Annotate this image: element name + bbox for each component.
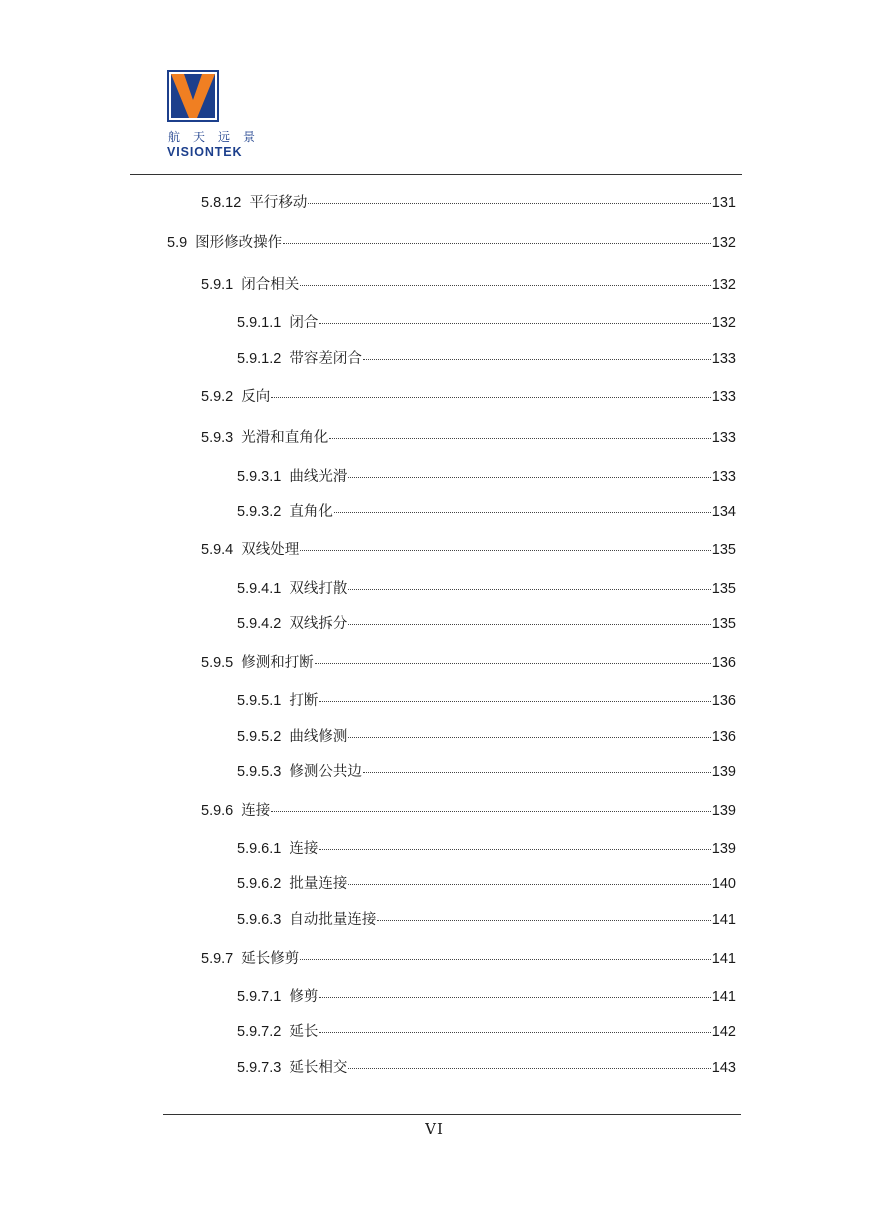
toc-entry-title: 闭合相关 [241, 277, 300, 293]
toc-entry[interactable] [237, 987, 736, 1007]
toc-entry-number: 5.9.6.1 [237, 841, 282, 857]
toc-entry[interactable] [237, 910, 736, 930]
toc-dot-leader [308, 203, 710, 204]
toc-entry[interactable] [201, 387, 736, 407]
toc-entry-page: 135 [711, 616, 736, 632]
toc-entry[interactable] [201, 275, 736, 295]
toc-entry-page: 132 [711, 277, 736, 293]
toc-entry-page: 142 [711, 1024, 736, 1040]
toc-entry-title: 自动批量连接 [289, 912, 377, 928]
toc-entry-page: 140 [711, 876, 736, 892]
toc-entry[interactable] [201, 428, 736, 448]
toc-entry-page: 135 [711, 581, 736, 597]
toc-entry-number: 5.9.7.1 [237, 989, 282, 1005]
header-divider [130, 174, 742, 175]
toc-dot-leader [334, 512, 711, 513]
toc-dot-leader [319, 997, 710, 998]
toc-entry[interactable] [237, 502, 736, 522]
toc-entry-number: 5.9.1.2 [237, 351, 282, 367]
toc-dot-leader [363, 772, 711, 773]
toc-entry-page: 133 [711, 389, 736, 405]
toc-entry-number: 5.9.5.2 [237, 729, 282, 745]
toc-dot-leader [348, 589, 710, 590]
toc-entry[interactable] [237, 839, 736, 859]
toc-entry-number: 5.9.5 [201, 655, 234, 671]
toc-entry-number: 5.9.3.2 [237, 504, 282, 520]
toc-entry-title: 连接 [289, 841, 319, 857]
toc-dot-leader [315, 663, 711, 664]
toc-entry-number: 5.9.1.1 [237, 315, 282, 331]
toc-entry-title: 闭合 [289, 315, 319, 331]
toc-entry-title: 延长修剪 [241, 951, 300, 967]
toc-entry-page: 136 [711, 729, 736, 745]
toc-dot-leader [271, 811, 711, 812]
toc-dot-leader [377, 920, 710, 921]
toc-dot-leader [319, 849, 710, 850]
toc-entry-page: 141 [711, 989, 736, 1005]
toc-entry-title: 曲线修测 [289, 729, 348, 745]
toc-entry-title: 打断 [289, 693, 319, 709]
toc-entry-page: 132 [711, 235, 736, 251]
page-number: VI [425, 1120, 444, 1138]
toc-entry-title: 双线处理 [241, 542, 300, 558]
toc-entry-number: 5.8.12 [201, 195, 242, 211]
toc-entry-number: 5.9.7 [201, 951, 234, 967]
toc-entry[interactable] [237, 467, 736, 487]
toc-entry-page: 141 [711, 912, 736, 928]
toc-entry[interactable] [201, 193, 736, 213]
toc-entry-title: 延长相交 [289, 1060, 348, 1076]
toc-entry[interactable] [201, 540, 736, 560]
toc-entry-page: 132 [711, 315, 736, 331]
toc-entry-title: 修剪 [289, 989, 319, 1005]
toc-entry-number: 5.9.6.3 [237, 912, 282, 928]
toc-entry-title: 修测公共边 [289, 764, 362, 780]
toc-entry[interactable] [237, 762, 736, 782]
toc-entry-page: 133 [711, 430, 736, 446]
toc-entry-page: 136 [711, 693, 736, 709]
toc-entry[interactable] [201, 801, 736, 821]
toc-dot-leader [300, 959, 711, 960]
toc-entry-page: 143 [711, 1060, 736, 1076]
toc-dot-leader [300, 550, 711, 551]
toc-entry-title: 连接 [241, 803, 271, 819]
toc-entry-number: 5.9.7.2 [237, 1024, 282, 1040]
toc-dot-leader [319, 323, 710, 324]
toc-entry-title: 双线打散 [289, 581, 348, 597]
toc-dot-leader [348, 884, 710, 885]
toc-dot-leader [319, 701, 710, 702]
toc-dot-leader [348, 737, 710, 738]
toc-dot-leader [283, 243, 711, 244]
toc-entry-page: 136 [711, 655, 736, 671]
visiontek-logo-icon [167, 70, 219, 122]
toc-entry-number: 5.9.6 [201, 803, 234, 819]
toc-entry-title: 带容差闭合 [289, 351, 362, 367]
toc-entry[interactable] [201, 949, 736, 969]
toc-entry-number: 5.9.4.1 [237, 581, 282, 597]
toc-entry-page: 135 [711, 542, 736, 558]
toc-entry[interactable] [237, 691, 736, 711]
toc-entry[interactable] [237, 1022, 736, 1042]
toc-entry-page: 139 [711, 764, 736, 780]
toc-entry-number: 5.9.6.2 [237, 876, 282, 892]
toc-entry-number: 5.9.4 [201, 542, 234, 558]
footer-divider [163, 1114, 741, 1115]
toc-entry[interactable] [237, 727, 736, 747]
toc-entry-number: 5.9.3.1 [237, 469, 282, 485]
toc-entry[interactable] [201, 653, 736, 673]
toc-entry-title: 延长 [289, 1024, 319, 1040]
toc-entry-number: 5.9.3 [201, 430, 234, 446]
toc-entry-title: 光滑和直角化 [241, 430, 329, 446]
toc-dot-leader [271, 397, 711, 398]
toc-entry-page: 139 [711, 803, 736, 819]
logo-english-name: VISIONTEK [167, 145, 243, 159]
toc-entry-page: 131 [711, 195, 736, 211]
toc-entry-number: 5.9.5.1 [237, 693, 282, 709]
toc-entry[interactable] [237, 579, 736, 599]
toc-dot-leader [348, 1068, 710, 1069]
toc-entry[interactable] [237, 313, 736, 333]
toc-entry-title: 平行移动 [249, 195, 308, 211]
toc-dot-leader [348, 624, 710, 625]
toc-entry-title: 直角化 [289, 504, 333, 520]
toc-entry-title: 修测和打断 [241, 655, 314, 671]
toc-entry-title: 批量连接 [289, 876, 348, 892]
toc-dot-leader [300, 285, 711, 286]
toc-entry-page: 139 [711, 841, 736, 857]
toc-entry-number: 5.9.4.2 [237, 616, 282, 632]
toc-dot-leader [329, 438, 711, 439]
toc-dot-leader [348, 477, 710, 478]
toc-entry-title: 图形修改操作 [195, 235, 283, 251]
toc-entry-number: 5.9.2 [201, 389, 234, 405]
toc-entry-number: 5.9 [167, 235, 188, 251]
toc-entry[interactable] [237, 349, 736, 369]
toc-entry-page: 134 [711, 504, 736, 520]
toc-entry-page: 133 [711, 351, 736, 367]
logo-chinese-name: 航天远景 [168, 130, 269, 144]
toc-entry-title: 反向 [241, 389, 271, 405]
toc-entry-number: 5.9.7.3 [237, 1060, 282, 1076]
toc-entry-number: 5.9.5.3 [237, 764, 282, 780]
toc-entry[interactable] [237, 1058, 736, 1078]
toc-entry[interactable] [237, 614, 736, 634]
company-logo [167, 70, 267, 122]
toc-entry[interactable] [237, 874, 736, 894]
toc-dot-leader [363, 359, 711, 360]
toc-entry-page: 133 [711, 469, 736, 485]
toc-entry[interactable] [167, 233, 736, 253]
toc-entry-title: 曲线光滑 [289, 469, 348, 485]
toc-dot-leader [319, 1032, 710, 1033]
toc-entry-page: 141 [711, 951, 736, 967]
toc-entry-number: 5.9.1 [201, 277, 234, 293]
toc-entry-title: 双线拆分 [289, 616, 348, 632]
